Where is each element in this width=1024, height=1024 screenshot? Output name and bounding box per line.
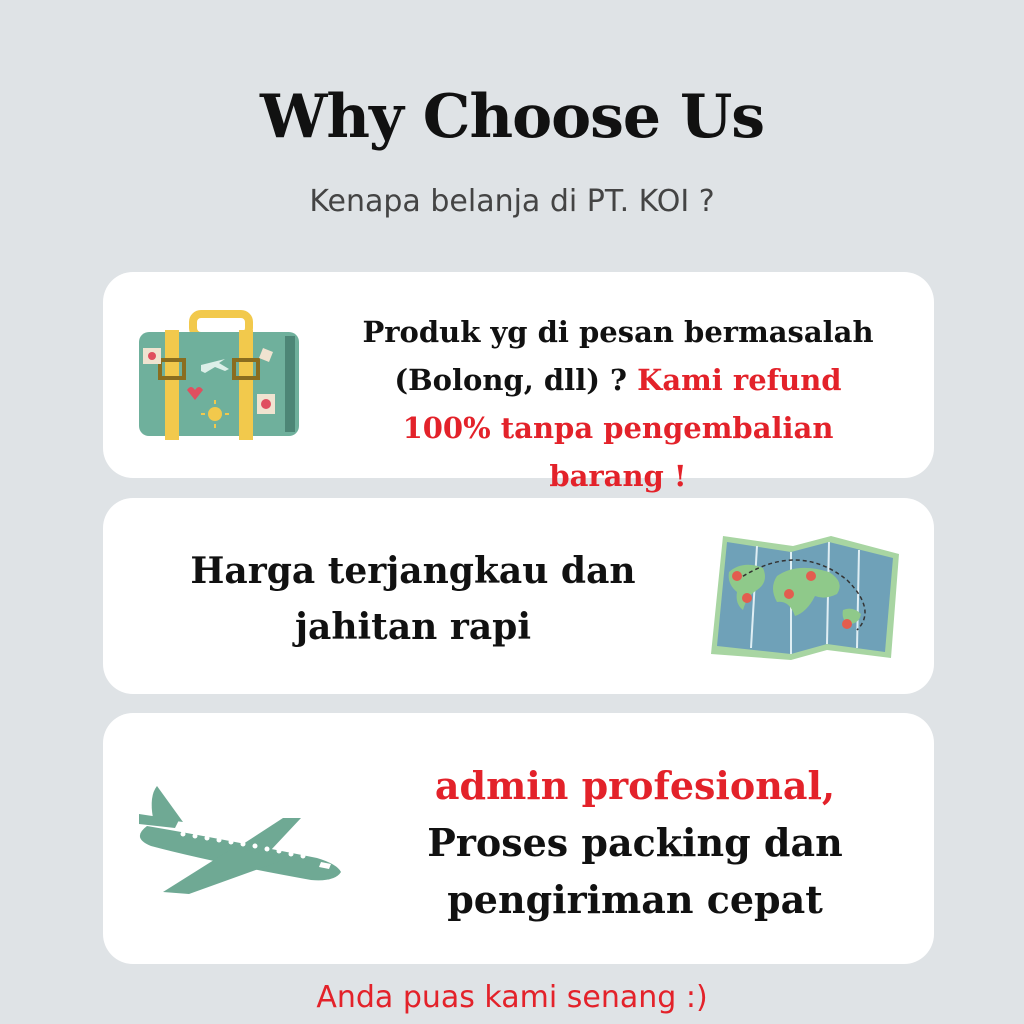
service-description: Proses packing dan pengiriman cepat <box>427 820 843 922</box>
feature-card-price <box>103 498 934 694</box>
service-text <box>365 757 905 928</box>
price-line-2: jahitan rapi <box>294 606 531 648</box>
page-subtitle: Kenapa belanja di PT. KOI ? <box>309 184 715 219</box>
suitcase-icon <box>135 310 305 442</box>
page-title: Why Choose Us <box>259 82 765 152</box>
refund-promise: Kami refund 100% tanpa pengembalian barang ! <box>402 363 842 493</box>
service-highlight: admin profesional, <box>434 763 836 808</box>
footer-tagline: Anda puas kami senang :) <box>316 980 708 1015</box>
feature-card-refund <box>103 272 934 493</box>
airplane-icon <box>133 778 343 896</box>
world-map-icon <box>707 532 903 662</box>
refund-text <box>353 308 883 500</box>
feature-card-service <box>103 713 934 964</box>
refund-question: Produk yg di pesan bermasalah (Bolong, dll) ? <box>362 315 874 397</box>
price-line-1: Harga terjangkau dan <box>190 550 636 592</box>
price-text <box>178 543 648 655</box>
